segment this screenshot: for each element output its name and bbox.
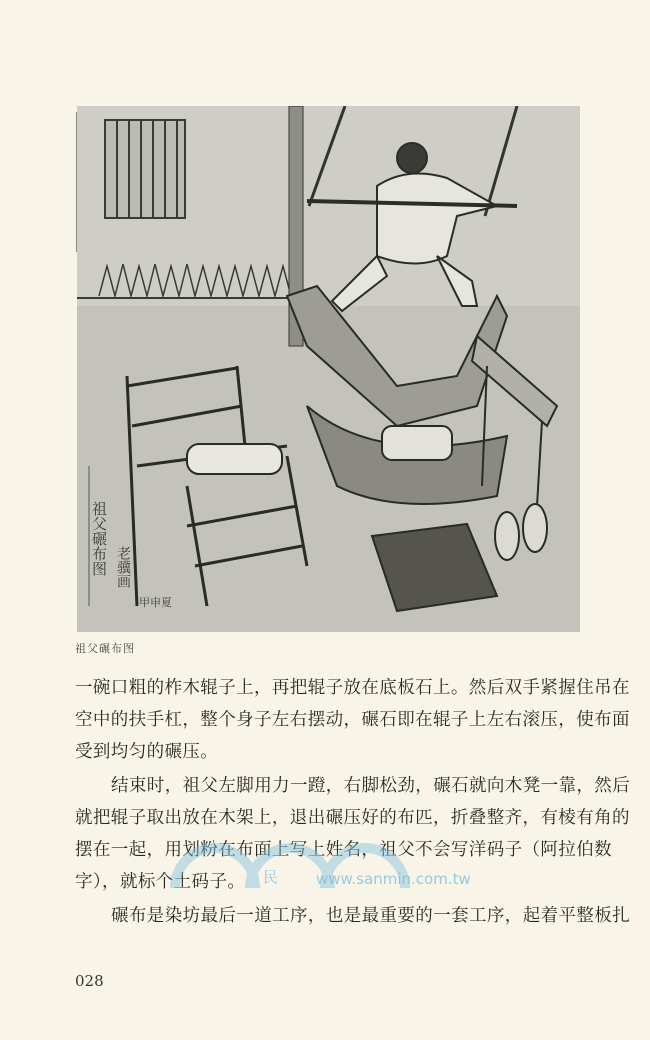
body-line: 受到均匀的碾压。: [75, 742, 219, 762]
inscription-title: 祖父碾布图: [90, 501, 108, 576]
inscription-artist: 老骥画: [115, 546, 131, 588]
body-line: 摆在一起，用划粉在布面上写上姓名，祖父不会写洋码子（阿拉伯数: [75, 840, 612, 860]
roller: [382, 426, 452, 460]
sketch-illustration: [77, 106, 580, 632]
body-line: 就把辊子取出放在木架上，退出碾压好的布匹，折叠整齐，有棱有角的: [75, 808, 630, 828]
body-line: 一碗口粗的柞木辊子上，再把辊子放在底板石上。然后双手紧握住吊在: [75, 678, 630, 698]
inscription-date: 甲申夏: [139, 596, 172, 609]
watermark-char: 民: [263, 868, 279, 886]
illustration-grandfather-pressing-cloth: [77, 106, 580, 632]
paragraph-start: 结束时，祖父左脚用力一蹬，右脚松劲，碾石就向木凳一靠，然后: [111, 776, 631, 796]
watermark-url: www.sanmin.com.tw: [316, 870, 471, 888]
body-line: 字），就标个土码子。: [75, 872, 246, 892]
figure-caption: 祖父碾布图: [75, 642, 135, 655]
body-line: 空中的扶手杠，整个身子左右摆动，碾石即在辊子上左右滚压，使布面: [75, 710, 630, 730]
window-icon: [105, 120, 185, 218]
page-number: 028: [75, 972, 104, 990]
paragraph-start: 碾布是染坊最后一道工序，也是最重要的一套工序，起着平整板扎: [111, 906, 631, 926]
